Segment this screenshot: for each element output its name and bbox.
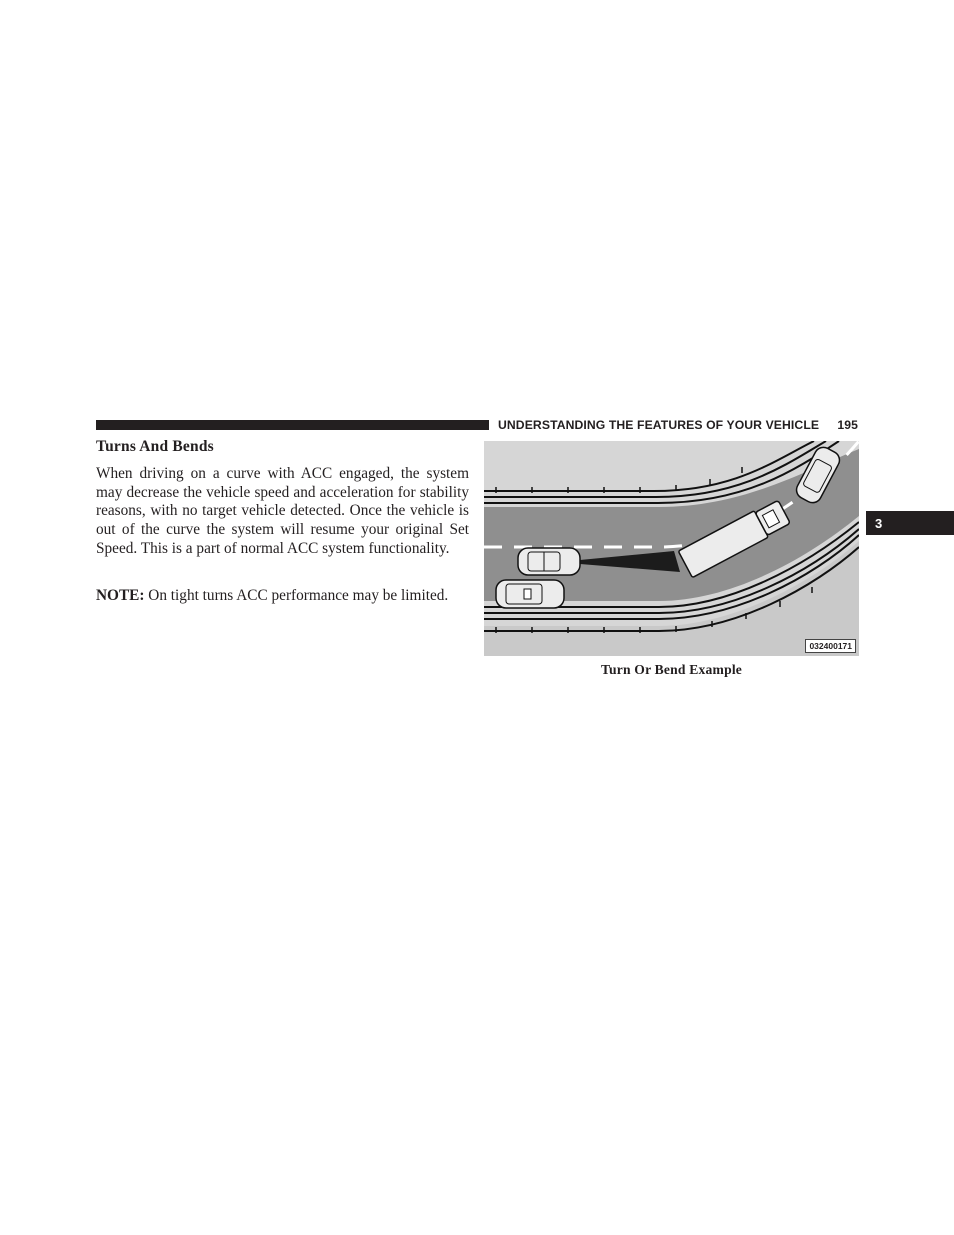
body-paragraph: When driving on a curve with ACC engaged, the system may decrease the vehicle speed and acceleration for stability reasons, with no target vehicle detected. Once the vehicle is out of the curve the system will resume your original Set Speed. This is a part of normal ACC system functionality.	[96, 465, 469, 557]
section-heading: Turns And Bends	[96, 438, 214, 455]
running-header	[498, 417, 858, 433]
figure-caption: Turn Or Bend Example	[600, 662, 743, 677]
turn-illustration	[484, 441, 859, 656]
chapter-tab[interactable]	[866, 511, 954, 535]
road-curve-drawing	[484, 441, 859, 656]
chapter-tab-label: 3	[875, 515, 883, 531]
page-number: 195	[837, 418, 858, 432]
running-title: UNDERSTANDING THE FEATURES OF YOUR VEHICLE	[498, 418, 820, 432]
header-rule	[96, 420, 489, 430]
note-text: On tight turns ACC performance may be limited.	[144, 587, 449, 604]
note-paragraph	[96, 587, 476, 606]
figure-id-code: 032400171	[805, 639, 856, 653]
note-label: NOTE:	[96, 587, 145, 604]
